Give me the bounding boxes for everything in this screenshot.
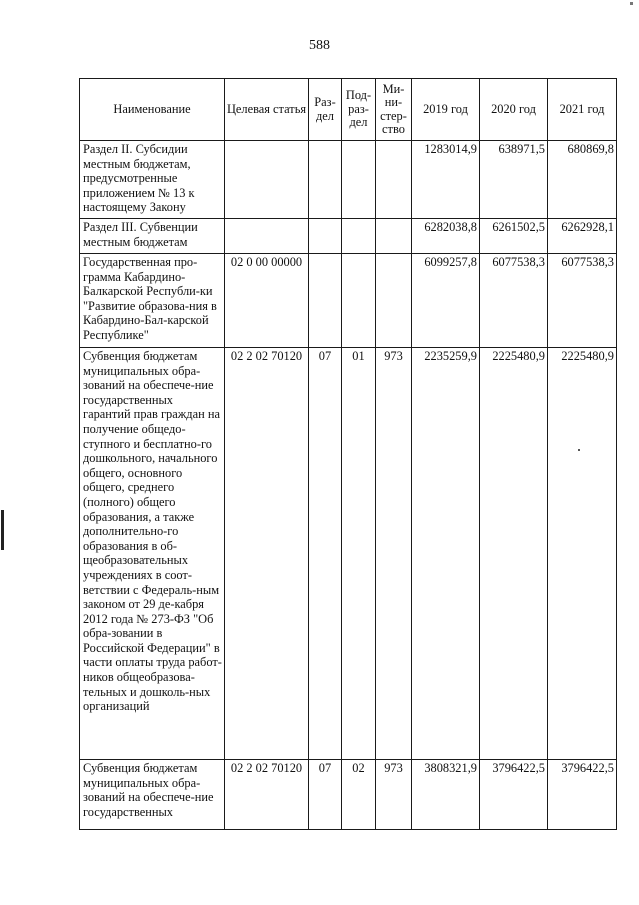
row-value-2020: 2225480,9 — [480, 348, 548, 760]
table-row — [80, 141, 617, 219]
row-ministry — [376, 254, 412, 348]
row-value-2019: 6099257,8 — [412, 254, 480, 348]
table-row — [80, 219, 617, 254]
table-header-row — [80, 79, 617, 141]
row-value-2020: 6077538,3 — [480, 254, 548, 348]
row-section — [309, 219, 342, 254]
scan-margin-mark — [1, 510, 4, 550]
row-value-2020: 638971,5 — [480, 141, 548, 219]
row-value-2021: 3796422,5 — [548, 760, 617, 830]
row-name: Субвенция бюджетам муниципальных обра-зований на обеспече-ние государственных гарантий прав граждан на получение общедо-ступного и бесплатно-го дошкольного, начального общего, основного общего, среднего (полного) общего образования, а также дополнительно-го образования в об-щеобразовательных учреждениях в соот-ветствии с Федераль-ным законом от 29 де-кабря 2012 года № 273-ФЗ "Об обра-зовании в Российской Федерации" в части оплаты труда работ-ников общеобразова-тельных и дошколь-ных организаций — [80, 348, 225, 760]
row-ministry: 973 — [376, 348, 412, 760]
header-2021: 2021 год — [548, 79, 617, 141]
row-subsection — [342, 141, 376, 219]
row-name: Государственная про-грамма Кабардино-Балкарской Республи-ки "Развитие образова-ния в Кабардино-Бал-карской Республике" — [80, 254, 225, 348]
row-value-2020: 3796422,5 — [480, 760, 548, 830]
header-target-article: Целевая статья — [225, 79, 309, 141]
row-section: 07 — [309, 760, 342, 830]
row-value-2021: 680869,8 — [548, 141, 617, 219]
table-row — [80, 348, 617, 760]
row-name: Раздел III. Субвенции местным бюджетам — [80, 219, 225, 254]
row-name: Раздел II. Субсидии местным бюджетам, предусмотренные приложением № 13 к настоящему Закону — [80, 141, 225, 219]
header-name: Наименование — [80, 79, 225, 141]
row-target-article — [225, 219, 309, 254]
row-value-2019: 6282038,8 — [412, 219, 480, 254]
header-section: Раз-дел — [309, 79, 342, 141]
header-2020: 2020 год — [480, 79, 548, 141]
row-name: Субвенция бюджетам муниципальных обра-зований на обеспече-ние государственных — [80, 760, 225, 830]
row-section — [309, 254, 342, 348]
row-section — [309, 141, 342, 219]
row-subsection — [342, 254, 376, 348]
row-target-article: 02 2 02 70120 — [225, 348, 309, 760]
header-subsection: Под-раз-дел — [342, 79, 376, 141]
row-value-2019: 1283014,9 — [412, 141, 480, 219]
row-subsection: 01 — [342, 348, 376, 760]
row-value-2021: 6262928,1 — [548, 219, 617, 254]
row-target-article — [225, 141, 309, 219]
table-row — [80, 254, 617, 348]
row-ministry — [376, 141, 412, 219]
row-section: 07 — [309, 348, 342, 760]
row-subsection: 02 — [342, 760, 376, 830]
row-ministry: 973 — [376, 760, 412, 830]
scan-speck — [578, 449, 580, 451]
row-value-2019: 2235259,9 — [412, 348, 480, 760]
row-value-2020: 6261502,5 — [480, 219, 548, 254]
table-row — [80, 760, 617, 830]
budget-table — [79, 78, 617, 830]
row-subsection — [342, 219, 376, 254]
page-number: 588 — [309, 38, 330, 53]
row-target-article: 02 2 02 70120 — [225, 760, 309, 830]
row-ministry — [376, 219, 412, 254]
row-value-2021: 2225480,9 — [548, 348, 617, 760]
row-target-article: 02 0 00 00000 — [225, 254, 309, 348]
row-value-2019: 3808321,9 — [412, 760, 480, 830]
header-2019: 2019 год — [412, 79, 480, 141]
header-ministry: Ми-ни-стер-ство — [376, 79, 412, 141]
row-value-2021: 6077538,3 — [548, 254, 617, 348]
scan-corner-speck — [630, 2, 633, 5]
